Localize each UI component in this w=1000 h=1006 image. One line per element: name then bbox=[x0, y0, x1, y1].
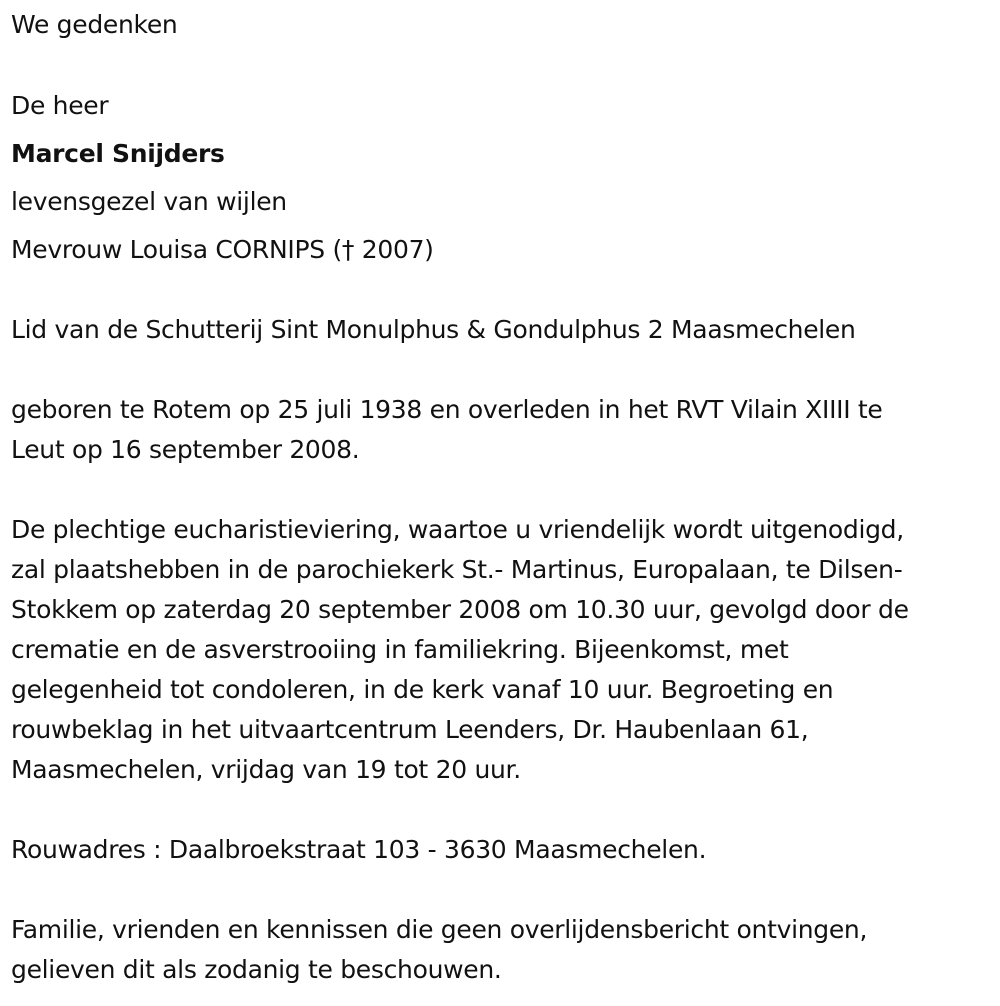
ceremony-line: rouwbeklag in het uitvaartcentrum Leenders, Dr. Haubenlaan 61, bbox=[11, 715, 809, 744]
membership-text: Lid van de Schutterij Sint Monulphus & Gondulphus 2 Maasmechelen bbox=[11, 315, 856, 344]
salutation-text: De heer bbox=[11, 91, 109, 120]
ceremony-line: Maasmechelen, vrijdag van 19 tot 20 uur. bbox=[11, 755, 521, 784]
birth-death-paragraph bbox=[11, 390, 996, 470]
closing-line: gelieven dit als zodanig te beschouwen. bbox=[11, 955, 502, 984]
relation-text: levensgezel van wijlen bbox=[11, 187, 287, 216]
ceremony-line: Stokkem op zaterdag 20 september 2008 om 10.30 uur, gevolgd door de bbox=[11, 595, 909, 624]
ceremony-line: crematie en de asverstrooiing in familiekring. Bijeenkomst, met bbox=[11, 635, 789, 664]
ceremony-paragraph bbox=[11, 510, 996, 790]
partner-text: Mevrouw Louisa CORNIPS († 2007) bbox=[11, 235, 434, 264]
ceremony-line: gelegenheid tot condoleren, in de kerk vanaf 10 uur. Begroeting en bbox=[11, 675, 834, 704]
ceremony-line: zal plaatshebben in de parochiekerk St.- Martinus, Europalaan, te Dilsen- bbox=[11, 555, 903, 584]
ceremony-line: De plechtige eucharistieviering, waartoe u vriendelijk wordt uitgenodigd, bbox=[11, 515, 904, 544]
deceased-name: Marcel Snijders bbox=[11, 139, 225, 168]
birth-death-line: Leut op 16 september 2008. bbox=[11, 435, 360, 464]
birth-death-line: geboren te Rotem op 25 juli 1938 en overleden in het RVT Vilain XIIII te bbox=[11, 395, 883, 424]
closing-paragraph bbox=[11, 910, 996, 990]
closing-line: Familie, vrienden en kennissen die geen overlijdensbericht ontvingen, bbox=[11, 915, 868, 944]
address-text: Rouwadres : Daalbroekstraat 103 - 3630 Maasmechelen. bbox=[11, 835, 707, 864]
intro-text: We gedenken bbox=[11, 10, 178, 39]
